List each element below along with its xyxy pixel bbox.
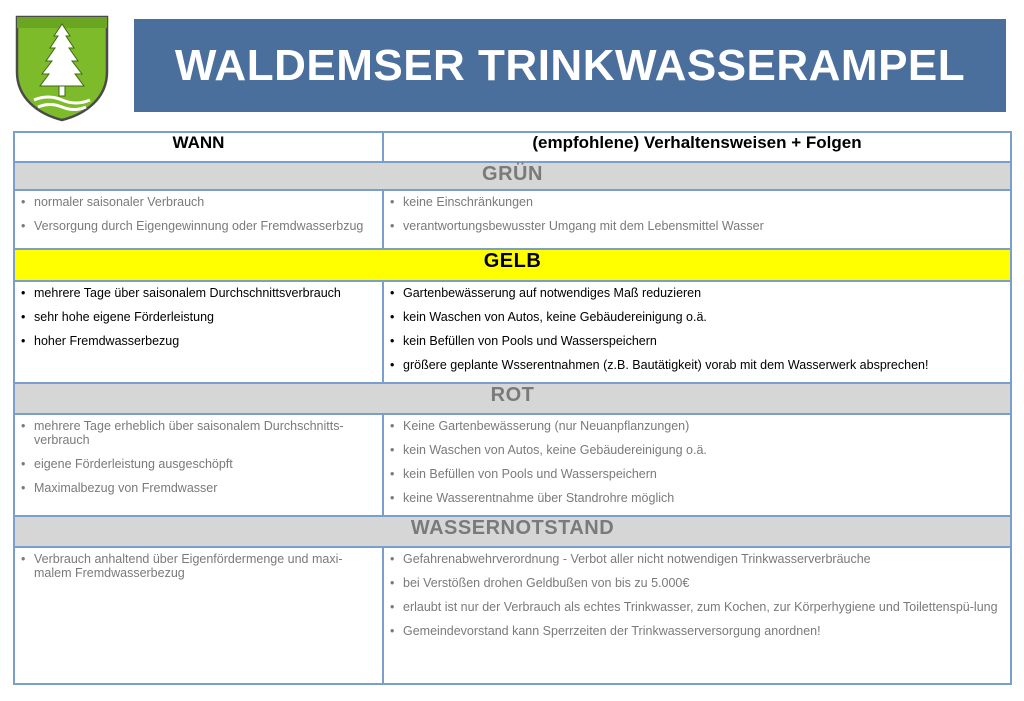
list-item: • Maximalbezug von Fremdwasser [21,481,376,495]
list-item: • mehrere Tage über saisonalem Durchschnittsverbrauch [21,286,376,300]
section-gruen-header-row [14,162,1011,190]
list-item: • größere geplante Wsserentnahmen (z.B. Bautätigkeit) vorab mit dem Wasserwerk absprechen! [390,358,1004,372]
section-gruen-wann-cell [14,190,383,249]
section-notstand-wann-cell [14,547,383,684]
list-item: • keine Einschränkungen [390,195,1004,209]
column-header-wann: WANN [14,132,383,162]
section-gelb-header-row [14,249,1011,281]
table-header-row [14,132,1011,162]
section-rot-folgen-cell [383,414,1011,516]
list-item: • erlaubt ist nur der Verbrauch als echtes Trinkwasser, zum Kochen, zur Körperhygiene und Toilettenspü-lung [390,600,1004,614]
traffic-light-table [13,131,1012,685]
list-item: • bei Verstößen drohen Geldbußen von bis zu 5.000€ [390,576,1004,590]
list-item: • kein Befüllen von Pools und Wasserspeichern [390,467,1004,481]
section-rot-wann-cell [14,414,383,516]
section-notstand-header-row [14,516,1011,547]
list-item: • Versorgung durch Eigengewinnung oder Fremdwasserbzug [21,219,376,233]
list-item: • normaler saisonaler Verbrauch [21,195,376,209]
list-item: • kein Befüllen von Pools und Wasserspeichern [390,334,1004,348]
list-item: • sehr hohe eigene Förderleistung [21,310,376,324]
section-gelb-row [14,281,1011,383]
list-item: • Verbrauch anhaltend über Eigenfördermenge und maxi-malem Fremdwasserbezug [21,552,376,580]
section-rot-row [14,414,1011,516]
list-item: • Gartenbewässerung auf notwendiges Maß reduzieren [390,286,1004,300]
section-notstand-row [14,547,1011,684]
column-header-folgen: (empfohlene) Verhaltensweisen + Folgen [383,132,1011,162]
section-gruen-folgen-cell [383,190,1011,249]
list-item: • mehrere Tage erheblich über saisonalem Durchschnitts-verbrauch [21,419,376,447]
list-item: • hoher Fremdwasserbezug [21,334,376,348]
section-notstand-title: WASSERNOTSTAND [14,516,1011,547]
list-item: • Gemeindevorstand kann Sperrzeiten der Trinkwasserversorgung anordnen! [390,624,1004,638]
list-item: • keine Wasserentnahme über Standrohre möglich [390,491,1004,505]
section-rot-title: ROT [14,383,1011,414]
section-rot-header-row [14,383,1011,414]
section-gelb-folgen-cell [383,281,1011,383]
section-notstand-folgen-cell [383,547,1011,684]
list-item: • kein Waschen von Autos, keine Gebäudereinigung o.ä. [390,310,1004,324]
section-gruen-title: GRÜN [14,162,1011,190]
section-gelb-title: GELB [14,249,1011,281]
list-item: • eigene Förderleistung ausgeschöpft [21,457,376,471]
list-item: • Gefahrenabwehrverordnung - Verbot aller nicht notwendigen Trinkwasserverbräuche [390,552,1004,566]
coat-of-arms-tree-icon [14,14,110,122]
list-item: • Keine Gartenbewässerung (nur Neuanpflanzungen) [390,419,1004,433]
section-gelb-wann-cell [14,281,383,383]
page-title: WALDEMSER TRINKWASSERAMPEL [134,19,1006,112]
list-item: • verantwortungsbewusster Umgang mit dem Lebensmittel Wasser [390,219,1004,233]
section-gruen-row [14,190,1011,249]
list-item: • kein Waschen von Autos, keine Gebäudereinigung o.ä. [390,443,1004,457]
